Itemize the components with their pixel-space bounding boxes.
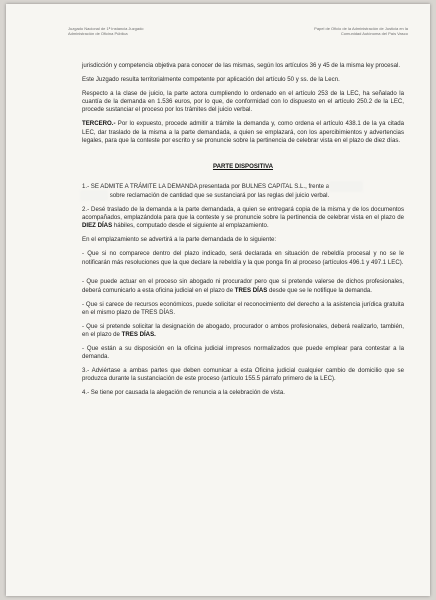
paragraph-claim-type: Respecto a la clase de juicio, la parte actora cumpliendo lo ordenado en el artículo 253 de la LEC, ha señalado la cuantía de la demanda en 1.536 euros, por lo que, de conformidad con lo dispuesto en el artículo 250.2 de la LEC, procede sustanciar el proceso por los trámites del juicio verbal. [82, 89, 404, 114]
notice-lawyer-text-a: - Que puede actuar en el proceso sin abogado ni procurador pero que si pretende valerse de dichos profesionales, deberá comunicarlo a esta oficina judicial en el plazo de [82, 278, 404, 294]
term-three-days: TRES DÍAS [234, 286, 268, 294]
paragraph-tercero [82, 120, 404, 145]
notice-lawyer-text-c: desde que se le notifique la demanda. [267, 286, 372, 294]
court-header-line-1: Juzgado Nacional de 1ª Instancia Juzgado [68, 26, 144, 31]
document-page [6, 4, 430, 596]
section-title: PARTE DISPOSITIVA [212, 163, 274, 171]
notice-forms: - Que están a su disposición en la oficina judicial impresos normalizados que puede emplear para contestar a la demanda. [82, 344, 404, 361]
document-body [82, 62, 404, 403]
paragraph-notice-intro: En el emplazamiento se advertirá a la parte demandada de lo siguiente: [82, 236, 277, 244]
term-ten-days: DIEZ DÍAS [82, 222, 113, 230]
notice-designation [82, 323, 404, 340]
term-three-days-2: TRES DÍAS. [121, 331, 156, 339]
official-paper-line-1: Papel de Oficio de la Administración de Justicia en la [314, 26, 408, 31]
notice-legal-aid: - Que si carece de recursos económicos, puede solicitar el reconocimiento del derecho a la asistencia jurídica gratuita en el mismo plazo de TRES DÍAS. [82, 300, 404, 316]
notice-lawyer [82, 278, 404, 295]
official-paper-line-2: Comunidad Autónoma del País Vasco [340, 31, 408, 36]
paragraph-territorial-competence: Este Juzgado resulta territorialmente competente por aplicación del artículo 50 y ss. de la Lecn. [82, 75, 340, 83]
dispositive-item-1 [82, 183, 404, 200]
notice-designation-text-a: - Que si pretende solicitar la designación de abogado, procurador o ambos profesionales, deberá realizarlo, también, en el plazo de [82, 322, 404, 339]
dispositive-1-text-a: 1.- SE ADMITE A TRÁMITE LA DEMANDA presentada por BULNES CAPITAL S.L., frente a [82, 183, 330, 191]
dispositive-item-3: 3.- Adviértase a ambas partes que deben comunicar a esta Oficina judicial cualquier cambio de domicilio que se produzca durante la sustanciación de este proceso (artículo 155.5 párrafo primero de la LEC). [82, 367, 404, 383]
tercero-label: TERCERO.- [82, 120, 116, 128]
dispositive-1-text-b: sobre reclamación de cantidad que se sustanciará por las reglas del juicio verbal. [108, 191, 330, 199]
redacted-block [82, 192, 106, 199]
notice-default-rebellion: - Que si no comparece dentro del plazo indicado, será declarada en situación de rebeldía procesal y no se le notificarán más resoluciones que la que declare la rebeldía y la que ponga fin al proceso (artículos 496.1 y 497.1 LEC). [82, 250, 404, 266]
redacted-block [331, 183, 361, 190]
tercero-text: Por lo expuesto, procede admitir a trámite la demanda y, como ordena el artículo 438.1 de la ya citada LEC, dar traslado de la misma a la parte demandada, a quien se emplazará, con los apercibimientos y advertencias legales, para que la conteste por escrito y se pronuncie sobre la pertinencia de celebrar vista en el plazo de diez días. [82, 120, 404, 144]
dispositive-2-text-a: 2.- Desé traslado de la demanda a la parte demandada, a quien se entregará copia de la misma y de los documentos acompañados, emplazándola para que la conteste y se pronuncie sobre la pertinencia de celebrar vista en el plazo de [82, 205, 404, 222]
dispositive-2-text-c: hábiles, computado desde el siguiente al emplazamiento. [112, 222, 269, 230]
court-header-line-2: Administración de Oficina Pública [68, 31, 128, 36]
dispositive-item-4: 4.- Se tiene por causada la alegación de renuncia a la celebración de vista. [82, 389, 285, 397]
dispositive-item-2 [82, 206, 404, 231]
court-header [68, 26, 144, 36]
official-paper-header [314, 26, 408, 36]
paragraph-jurisdiction: jurisdicción y competencia objetiva para conocer de las mismas, según los artículos 36 y 45 de la misma ley procesal. [82, 62, 401, 69]
